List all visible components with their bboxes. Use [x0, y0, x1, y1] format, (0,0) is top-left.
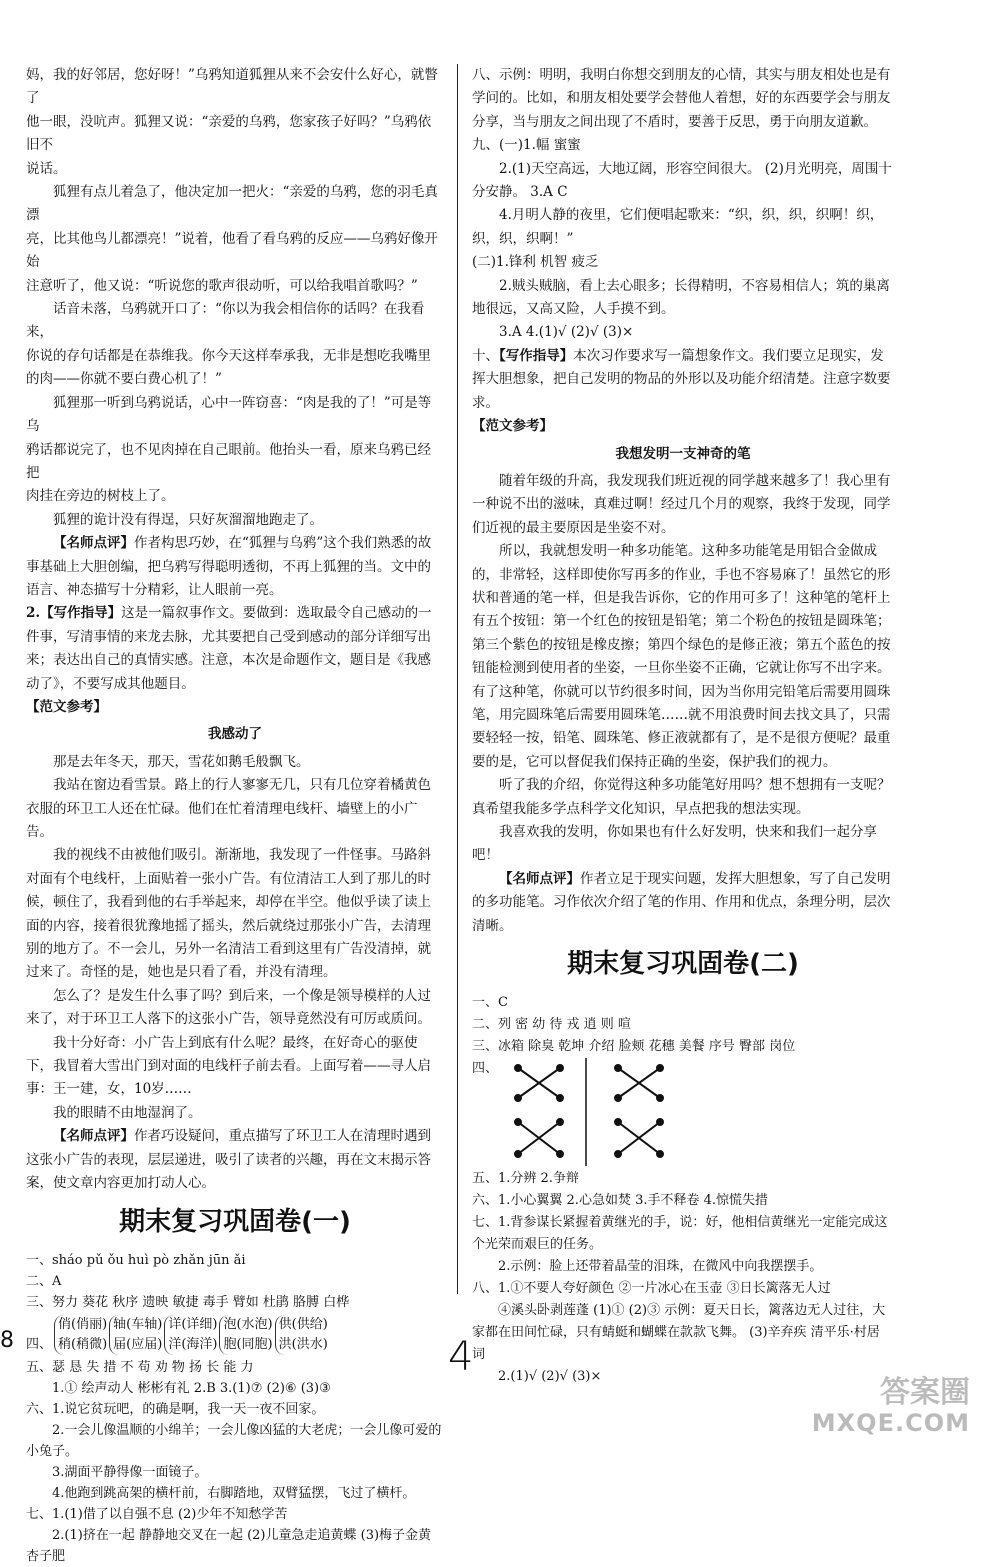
brace-group: [219, 1315, 272, 1355]
sample-tag: 【范文参考】: [472, 418, 553, 435]
story-continuation: [26, 64, 444, 532]
section-title: 期末复习巩固卷(一): [119, 1206, 351, 1237]
comment-tag: 【名师点评】: [499, 870, 580, 887]
guide-tag: 【写作指导】: [40, 605, 122, 622]
story-line: 妈，我的好邻居，您好呀！”乌鸦知道狐狸从来不会安什么好心，就瞥了: [26, 67, 438, 107]
watermark-url: MXQE.COM: [811, 1409, 970, 1437]
handwritten-page-number: 4: [448, 1334, 474, 1380]
essay-paragraph: 所以，我就想发明一种多功能笔。这种多功能笔是用铝合金做成的，非常轻，这样即使你写再多的作业，手也不容易麻了！虽然它的形状和普通的笔一样，但是我告诉你，它的作用可多了！这种笔的笔杆上有五个按钮：第一个红色的按钮是铅笔；第二个粉色的按钮是圆珠笔；第三个紫色的按钮是橡皮擦；第四个绿色的是修正液；第五个蓝色的按钮能检测到使用者的坐姿，一旦你坐姿不正确，它就让你写不出字来。有了这种笔，你就可以节约很多时间，因为当你用完铅笔后需要用圆珠笔，用完圆珠笔后需要用圆珠笔……就不用浪费时间去找文具了，只需要轻轻一按，铅笔、圆珠笔、修正液就都有了，是不是很方便呢？最重要的是，它可以督促我们保持正确的坐姿，保护我们的视力。: [472, 543, 891, 770]
brace-group: [164, 1315, 217, 1355]
answer-line: 八、1.①不要人夸好颜色 ②一片冰心在玉壶 ③日长篱落无人过: [472, 1281, 831, 1297]
story-line: 鸦话都说完了，也不见肉掉在自己眼前。他抬头一看，原来乌鸦已经把: [26, 441, 431, 481]
essay-paragraph: 我十分好奇：小广告上到底有什么呢？最终，在好奇心的驱使下，我冒着大雪出门到对面的电线杆子前去看。上面写着——寻人启事：王一建，女，10岁……: [26, 1034, 431, 1098]
answer-line: 1.① 绘声动人 彬彬有礼 2.B 3.(1)⑦ (2)⑥ (3)③: [52, 1380, 331, 1396]
answer-block: [472, 992, 894, 1388]
writing-guide: [472, 345, 894, 415]
answer-line: (二)1.锋利 机智 疲乏: [472, 254, 599, 271]
answer-line: 2.(1)天空高远，大地辽阔，形容空间很大。 (2)月光明亮，周围十分安静。 3.A C: [472, 160, 892, 201]
answer-line: 五、1.分辨 2.争辩: [472, 1171, 579, 1187]
answer-line: 2.(1)√ (2)√ (3)×: [498, 1369, 602, 1385]
answer-line: 三、冰箱 除臭 乾坤 介绍 脸颊 花穗 美餐 序号 臀部 岗位: [472, 1039, 796, 1055]
answer-line: 三、努力 葵花 秋序 遗映 敏捷 毒手 臂如 杜鹃 胳膊 白桦: [26, 1294, 350, 1310]
answer-label: 四、: [26, 1336, 53, 1352]
answer-line: 3.湖面平静得像一面镜子。: [52, 1464, 208, 1480]
essay-paragraph: 那是去年冬天，那天，雪花如鹅毛般飘飞。: [53, 753, 310, 770]
story-line: 狐狸的诡计没有得逞，只好灰溜溜地跑走了。: [53, 511, 323, 528]
watermark-text: 答案圈: [880, 1375, 970, 1410]
teacher-comment: [472, 868, 894, 938]
section-title: 期末复习巩固卷(二): [567, 949, 799, 980]
story-line: 你说的存句话都是在恭维我。你今天这样奉承我，无非是想吃我嘴里: [26, 347, 431, 364]
story-line: 注意听了，他又说：“听说您的歌声很动听，可以给我唱首歌吗？”: [26, 277, 418, 294]
answer-line: 3.A 4.(1)√ (2)√ (3)×: [499, 324, 634, 341]
answer-block: [26, 1250, 444, 1567]
corner-page-mark: 8: [0, 1328, 14, 1353]
sample-tag: 【范文参考】: [26, 698, 107, 715]
essay-paragraph: 我喜欢我的发明，你如果也有什么好发明，快来和我们一起分享吧！: [472, 824, 877, 864]
guide-tag: 【写作指导】: [499, 347, 574, 364]
brace-item: 胞(同胞): [223, 1336, 273, 1352]
answer-line: 4.月明人静的夜里，它们便唱起歌来：“织，织，织，织啊！织，织，织，织啊！”: [472, 207, 884, 247]
matching-row: [472, 1058, 894, 1168]
story-line: 他一眼，没吭声。狐狸又说：“亲爱的乌鸦，您家孩子好吗？”乌鸦依旧不: [26, 113, 432, 154]
essay-paragraph: 怎么了？是发生什么事了吗？到后来，一个像是领导模样的人过来了，对于环卫工人落下的这张小广告，领导竟然没有可厉或质问。: [26, 987, 431, 1028]
teacher-comment: [26, 532, 444, 602]
column-divider: [457, 64, 458, 1294]
comment-text: 作者构思巧妙，在“狐狸与乌鸦”这个我们熟悉的故事基础上大胆创编，把乌鸦写得聪明透彻，不再上狐狸的当。文中的语言、神态描写十分精彩，让人眼前一亮。: [26, 535, 432, 598]
story-line: 狐狸有点儿着急了，他决定加一把火：“亲爱的乌鸦，您的羽毛真漂: [26, 184, 438, 224]
answer-line: 六、1.小心翼翼 2.心急如焚 3.手不释卷 4.惊慌失措: [472, 1193, 769, 1209]
essay-title: 我感动了: [208, 726, 262, 743]
answer-line: ④溪头卧剥莲蓬 (1)① (2)③ 示例：夏天日长，篱落边无人过往，大家都在田间忙碌，只有蜻蜓和蝴蝶在款款飞舞。 (3)辛弃疾 清平乐·村居 词: [472, 1303, 886, 1363]
left-column: [26, 64, 444, 1567]
answer-line: 二、列 密 幼 待 戎 逍 则 喧: [472, 1017, 631, 1033]
guide-text: 这是一篇叙事作文。要做到：选取最令自己感动的一件事，写清事情的来龙去脉，尤其要把自己受到感动的部分详细写出来；表达出自己的真情实感。注意，本次是命题作文，题目是《我感动了》，不要写成其他题目。: [26, 605, 432, 692]
answer-line: 七、1.背参谋长紧握着黄继光的手，说：好，他相信黄继光一定能完成这个光荣而艰巨的任务。: [472, 1215, 888, 1253]
comment-tag: 【名师点评】: [53, 1128, 134, 1145]
right-column: [472, 64, 894, 1388]
brace-item: 俏(俏丽): [58, 1316, 108, 1332]
essay-paragraph: 我的眼睛不由地湿润了。: [53, 1104, 202, 1121]
answer-line: 2.一会儿像温顺的小绵羊；一会儿像凶猛的大老虎；一会儿像可爱的小兔子。: [26, 1422, 442, 1459]
essay-paragraph: 我的视线不由被他们吸引。渐渐地，我发现了一件怪事。马路斜对面有个电线杆，上面贴着一张小广告。有位清洁工人到了那儿的时候，顿住了，我看到他的右手举起来，却停在半空。他似乎读了读上面的内容，接着很犹豫地摇了摇头，然后就绕过那张小广告，去清理别的地方了。不一会儿，另外一名清洁工看到这里有广告没清掉，就过来了。奇怪的是，她也是只看了看，并没有清理。: [26, 847, 431, 981]
brace-item: 轴(车轴): [113, 1316, 163, 1332]
guide-text: 本次习作要求写一篇想象作文。我们要立足现实，发挥大胆想象，把自己发明的物品的外形以及功能介绍清楚。注意字数要求。: [472, 347, 891, 411]
essay-paragraph: 随着年级的升高，我发现我们班近视的同学越来越多了！我心里有一种说不出的滋味，真难过啊！经过几个月的观察，我终于发现，同学们近视的最主要原因是坐姿不对。: [472, 472, 891, 536]
comment-text: 作者立足于现实问题，发挥大胆想象，写了自己发明的多功能笔。习作依次介绍了笔的作用、作用和优点，条理分明，层次清晰。: [472, 870, 891, 934]
story-line: 说话。: [26, 160, 67, 177]
answer-line: 二、A: [26, 1273, 62, 1289]
brace-item: 洪(洪水): [278, 1336, 328, 1352]
matching-diagram: [508, 1058, 678, 1168]
essay-title: 我想发明一支神奇的笔: [615, 445, 751, 462]
answer-line: 一、sháo pǔ ǒu huì pò zhǎn jūn ǎi: [26, 1252, 246, 1268]
answer-line: 九、(一)1.幅 蜜蜜: [472, 137, 581, 154]
answer-line: 五、瑟 恳 失 措 不 苟 劝 物 扬 长 能 力: [26, 1359, 254, 1375]
brace-group: [275, 1315, 328, 1355]
brace-group: [54, 1315, 107, 1355]
item-number: 2.: [26, 605, 41, 622]
comment-tag: 【名师点评】: [53, 535, 134, 552]
story-line: 的肉——你就不要白费心机了！”: [26, 371, 222, 388]
story-line: 亮，比其他鸟儿都漂亮！”说着，他看了看乌鸦的反应——乌鸦好像开始: [26, 230, 438, 271]
brace-item: 届(应届): [113, 1336, 163, 1352]
answer-line: 六、1.说它贫玩吧，的确是啊，我一天一夜不回家。: [26, 1401, 325, 1417]
answer-line: 2.(1)挤在一起 静静地交叉在一起 (2)儿童急走追黄蝶 (3)梅子金黄杏子肥: [26, 1527, 432, 1564]
brace-item: 洋(海洋): [168, 1336, 218, 1352]
brace-item: 详(详细): [168, 1316, 218, 1332]
answer-label: 四、: [472, 1061, 499, 1077]
writing-guide: [26, 602, 444, 696]
answer-line: 2.贼头贼脑，看上去心眼多；长得精明，不容易相信人；筑的巢离地很远，又高又险，人手摸不到。: [472, 277, 890, 318]
story-line: 肉挂在旁边的树枝上了。: [26, 488, 175, 505]
comment-text: 作者巧设疑问，重点描写了环卫工人在清理时遇到这张小广告的表现，层层递进，吸引了读者的兴趣，再在文末揭示答案，使文章内容更加打动人心。: [26, 1128, 431, 1192]
watermark-logo: [811, 1375, 970, 1438]
answer-line: 2.示例：脸上还带着晶莹的泪珠，在微风中向我摆摆手。: [498, 1259, 823, 1275]
brace-item: 稍(稍微): [58, 1336, 108, 1352]
brace-answer-row: [26, 1315, 444, 1355]
answer-line: 七、1.(1)借了以自强不息 (2)少年不知愁学苦: [26, 1506, 288, 1522]
item-number: 十、: [472, 347, 499, 364]
essay-paragraph: 我站在窗边看雪景。路上的行人寥寥无几，只有几位穿着橘黄色衣服的环卫工人还在忙碌。他们在忙着清理电线杆、墙壁上的小广告。: [26, 777, 431, 840]
essay-paragraph: 听了我的介绍，你觉得这种多功能笔好用吗？想不想拥有一支呢？真希望我能多学点科学文化知识，早点把我的想法实现。: [472, 777, 891, 817]
story-line: 话音未落，乌鸦就开口了：“你以为我会相信你的话吗？在我看来，: [26, 301, 425, 341]
brace-item: 供(供给): [278, 1316, 328, 1332]
answer-line: 一、C: [472, 995, 508, 1011]
teacher-comment: [26, 1125, 444, 1195]
story-line: 狐狸那一听到乌鸦说话，心中一阵窃喜：“肉是我的了！”可是等乌: [26, 394, 432, 435]
answer-line: 4.他跑到跳高架的横杆前，右脚踏地，双臂猛摆，飞过了横杆。: [52, 1485, 416, 1501]
brace-group: [109, 1315, 162, 1355]
answer-line: 八、示例：明明，我明白你想交到朋友的心情，其实与朋友相处也是有学问的。比如，和朋友相处要学会替他人着想，好的东西要学会与朋友分享，当与朋友之间出现了不盾时，要善于反思，勇于向朋友道歉。: [472, 67, 891, 130]
brace-item: 泡(水泡): [223, 1316, 273, 1332]
